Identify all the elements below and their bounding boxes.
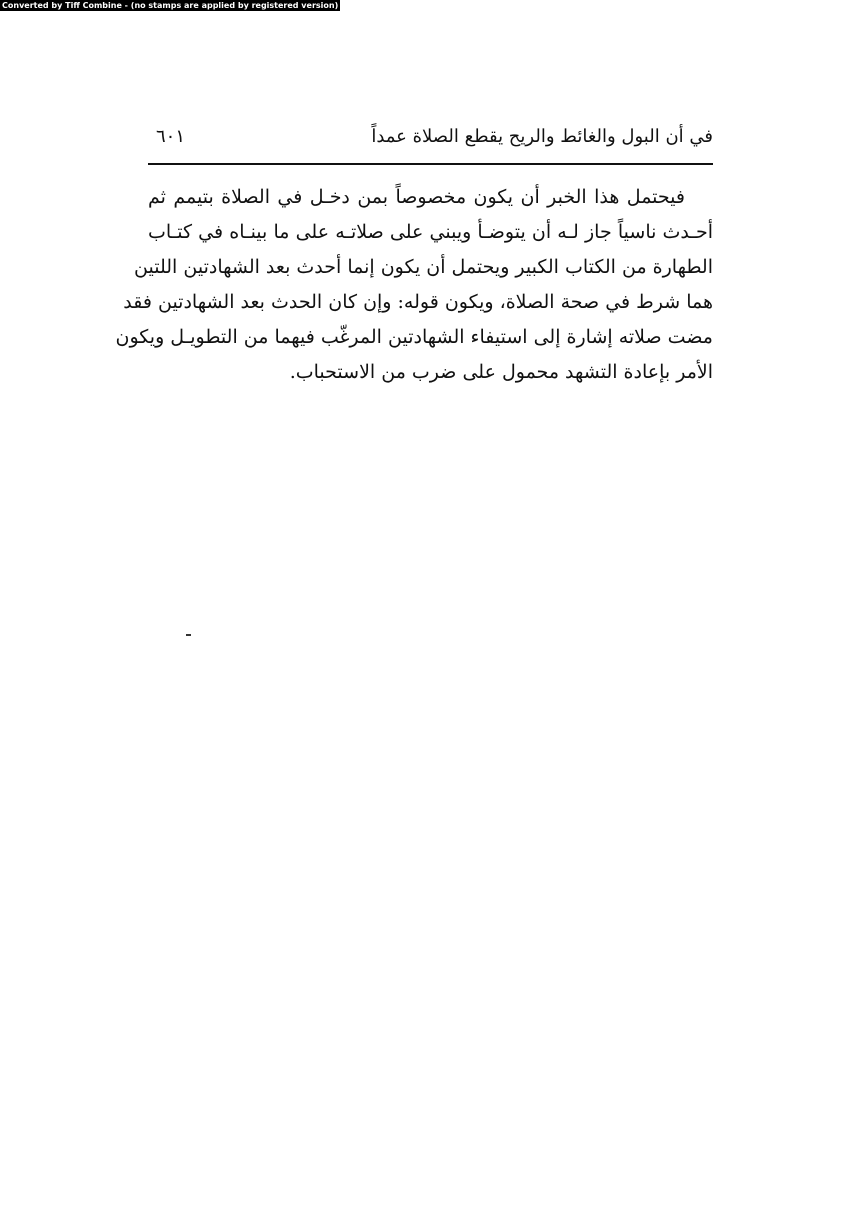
body-paragraph [115,180,714,390]
body-line: أحـدث ناسياً جاز لـه أن يتوضـأ ويبني على صلاتـه على ما بينـاه في كتـاب [148,221,714,243]
running-head [148,120,713,154]
body-line: هما شرط في صحة الصلاة، ويكون قوله: وإن كان الحدث بعد الشهادتين فقد [123,291,713,313]
converter-watermark: Converted by Tiff Combine - (no stamps are applied by registered version) [2,1,339,10]
body-line: مضت صلاته إشارة إلى استيفاء الشهادتين المرغّب فيهما من التطويـل ويكون [115,326,713,348]
header-rule [148,163,713,165]
scan-speck [186,634,191,636]
body-line: فيحتمل هذا الخبر أن يكون مخصوصاً بمن دخـل في الصلاة بتيمم ثم [148,186,685,208]
body-line: الطهارة من الكتاب الكبير ويحتمل أن يكون إنما أحدث بعد الشهادتين اللتين [134,256,713,278]
page-number: ٦٠١ [156,126,186,147]
running-title: في أن البول والغائط والريح يقطع الصلاة عمداً [371,126,713,147]
body-line: الأمر بإعادة التشهد محمول على ضرب من الاستحباب. [289,361,713,383]
